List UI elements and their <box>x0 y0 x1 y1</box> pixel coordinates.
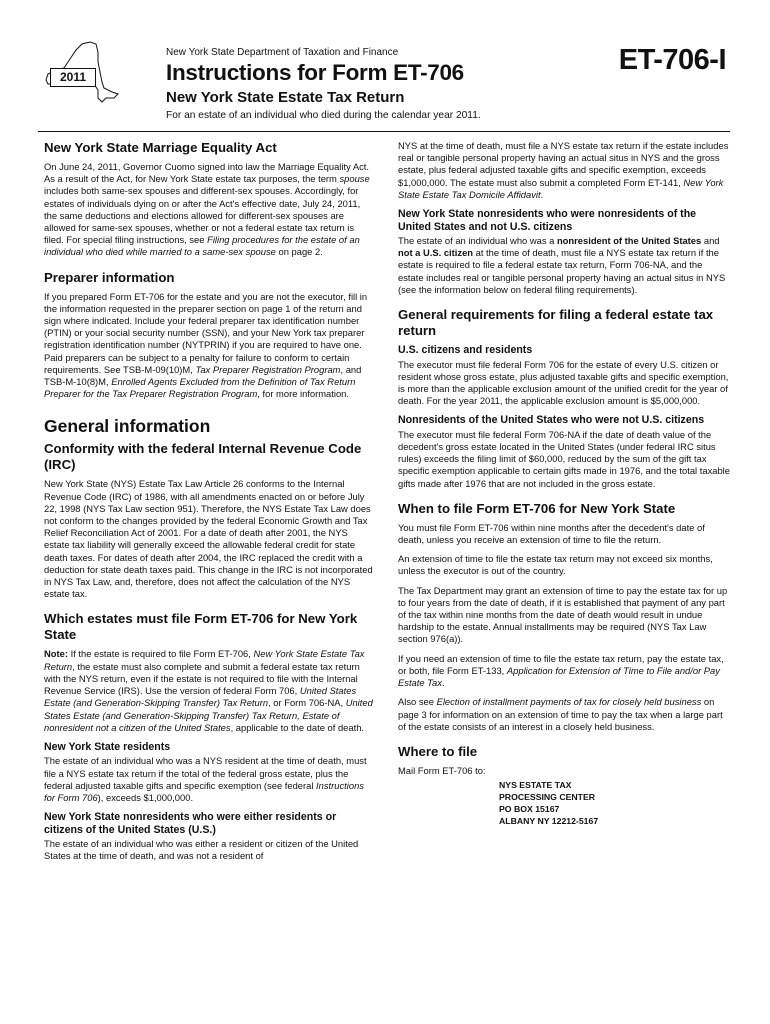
conformity-paragraph: New York State (NYS) Estate Tax Law Article 26 conforms to the Internal Revenue Code (IRC) of 1986, with all amendments enacted on or before July 22, 1998 (NYS Tax Law section 951). Therefore, the NYS Estate Tax Law does not conform to the changes provided by the federal Economic Growth and Tax Relief Reconciliation Act of 2001. For a date of death after 2001, the NYS estate tax liability will generally exceed the allowable federal credit for state death taxes. For dates of death after 2004, the IRC replaced the credit with a deduction for state death taxes paid. This change in the IRC is not incorporated in NYS Tax Law, and, therefore, does not affect the calculation of the NYS estate tax. <box>44 478 373 600</box>
right-column <box>398 140 730 827</box>
department-name: New York State Department of Taxation and Finance <box>166 47 399 58</box>
when-paragraph-5: Also see Election of installment payments of tax for closely held business on page 3 for information on an extension of time to pay the tax when a large part of the estate consists of an interest in a closely held business. <box>398 696 723 732</box>
header-divider <box>38 131 730 132</box>
preparer-paragraph: If you prepared Form ET-706 for the estate and you are not the executor, fill in the information requested in the preparer section on page 1 of the return and sign where indicated. Include your federal preparer tax identification number (PTIN) or your social security number (SSN), and your New York tax preparer registration identification number (NYTPRIN) if you are required to have one. Paid preparers can be subject to a penalty for failure to conform to certain requirements. See TSB-M-09(10)M, Tax Preparer Registration Program, and TSB-M-10(8)M, Enrolled Agents Excluded from the Definition of Tax Return Preparer for the Tax Preparer Registration Program, for more information. <box>44 290 368 400</box>
subheading-nonresidents-noncitizens: New York State nonresidents who were nonresidents of the United States and not U.S. citizens <box>398 208 697 233</box>
equality-paragraph: On June 24, 2011, Governor Cuomo signed into law the Marriage Equality Act. As a result of the Act, for New York State estate tax purposes, the term spouse includes both same-sex spouses and different-sex spouses. Accordingly, for estates of individuals dying on or after the Act's effective date, July 24, 2011, the same deductions and elections allowed for different-sex spouses are allowed for same-sex spouses, whether or not a federal estate tax return is filed. For special filing instructions, see Filing procedures for the estate of an individual who died while married to a same-sex spouse on page 2. <box>44 161 370 258</box>
nonresident-federal-paragraph: The executor must file federal Form 706-NA if the date of death value of the decedent's gross estate located in the United States (under federal IRC situs rules) exceeds the filing limit of $60,000, reduced by the sum of the gift tax specific exemption applicable to certain gifts made in 1976, and the total taxable gifts made after 1976 that are not included in the gross estate. <box>398 428 730 489</box>
page-subtitle: New York State Estate Tax Return <box>166 89 405 106</box>
page-header <box>0 0 770 132</box>
tax-year-badge: 2011 <box>50 68 96 87</box>
section-heading-which-estates: Which estates must file Form ET-706 for New York State <box>44 611 358 643</box>
ny-residents-paragraph: The estate of an individual who was a NYS resident at the time of death, must file a NYS estate tax return if the total of the federal gross estate, plus the federal adjusted taxable gifts and specific exemption (see federal Instructions for Form 706), exceeds $1,000,000. <box>44 755 367 804</box>
section-heading-federal-requirements: General requirements for filing a federal estate tax return <box>398 307 714 339</box>
address-line-1: NYS ESTATE TAX <box>499 780 572 791</box>
nonresidents-noncitizens-paragraph: The estate of an individual who was a nonresident of the United States and not a U.S. citizen at the time of death, must file a NYS estate tax return if the estate is required to file a federal estate tax return, Form 706-NA, and the estate includes real or tangible personal property having an actual situs in NYS (see the information below on federal filing requirements). <box>398 235 726 295</box>
section-heading-where-to-file: Where to file <box>398 743 478 759</box>
when-paragraph-4: If you need an extension of time to file the estate tax return, pay the estate tax, or both, file Form ET-133, Application for Extension of Time to File and/or Pay Estate Tax. <box>398 652 724 689</box>
subheading-nonresident-noncitizens-federal: Nonresidents of the United States who were not U.S. citizens <box>398 414 705 427</box>
left-column <box>44 140 374 870</box>
when-paragraph-3: The Tax Department may grant an extension of time to pay the estate tax for up to four years from the date of death, if it is established that payment of any part of the tax within nine months from the date of death would result in undue hardship to the estate. Annual installments may be required (NYS Tax Law section 976(a)). <box>398 584 728 645</box>
page-title: Instructions for Form ET-706 <box>166 60 464 85</box>
nonresidents-citizens-paragraph: The estate of an individual who was either a resident or citizen of the United States at the time of death, and was not a resident of <box>44 838 359 862</box>
section-heading-equality: New York State Marriage Equality Act <box>44 140 277 155</box>
address-line-2: PROCESSING CENTER <box>499 791 596 802</box>
section-heading-when-to-file: When to file Form ET-706 for New York State <box>398 500 676 516</box>
mailing-address <box>499 780 730 827</box>
subheading-nonresidents-citizens: New York State nonresidents who were either residents or citizens of the United States (U.S.) <box>44 811 337 836</box>
address-line-3: PO BOX 15167 <box>499 803 560 814</box>
subheading-us-citizens: U.S. citizens and residents <box>398 344 533 357</box>
us-citizens-paragraph: The executor must file federal Form 706 for the estate of every U.S. citizen or resident whose gross estate, plus adjusted taxable gifts and specific exemption, is more than the applicable exclusion amount of the unified credit for the year of death. For the year 2011, the applicable exclusion amount is $5,000,000. <box>398 358 729 407</box>
section-heading-general: General information <box>44 416 211 437</box>
section-heading-preparer: Preparer information <box>44 269 175 285</box>
page-tagline: For an estate of an individual who died during the calendar year 2011. <box>166 110 481 121</box>
continued-paragraph: NYS at the time of death, must file a NYS estate tax return if the estate includes real or tangible personal property having an actual situs in NYS and the gross estate, plus federal adjusted taxable gifts and specific exemption, exceeds $1,000,000. The estate must also submit a completed Form ET-141, New York State Estate Tax Domicile Affidavit. <box>398 140 729 200</box>
subheading-ny-residents: New York State residents <box>44 740 171 753</box>
when-paragraph-2: An extension of time to file the estate tax return may not exceed six months, unless the executor is out of the country. <box>398 553 713 577</box>
form-identifier: ET-706-I <box>618 44 726 76</box>
where-intro: Mail Form ET-706 to: <box>398 764 486 776</box>
which-estates-paragraph: Note: If the estate is required to file Form ET-706, New York State Estate Tax Return, the estate must also complete and submit a federal estate tax return with the NYS return, even if the estate is not required to file with the Internal Revenue Service (IRS). Use the version of federal Form 706, United States Estate (and Generation-Skipping Transfer) Tax Return, or Form 706-NA, United States Estate (and Generation-Skipping Transfer) Tax Return, Estate of nonresident not a citizen of the United States, applicable to the date of death. <box>44 648 373 733</box>
address-line-4: ALBANY NY 12212-5167 <box>499 815 599 826</box>
when-paragraph-1: You must file Form ET-706 within nine months after the decedent's date of death, unless you receive an extension of time to file the return. <box>398 521 705 546</box>
section-heading-conformity: Conformity with the federal Internal Revenue Code (IRC) <box>44 441 362 473</box>
